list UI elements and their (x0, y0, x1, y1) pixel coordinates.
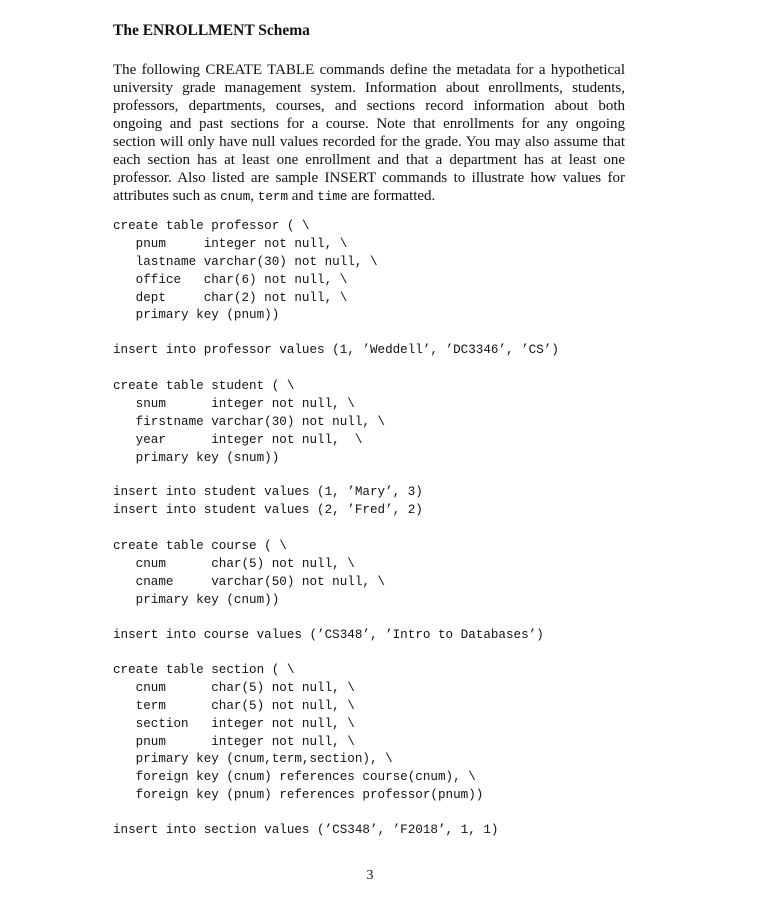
code-line: insert into course values (’CS348’, ’Intro to Databases’) (113, 628, 544, 642)
code-line: firstname varchar(30) not null, \ (113, 414, 386, 429)
page-title: The ENROLLMENT Schema (113, 22, 310, 39)
code-line: office char(6) not null, \ (113, 272, 348, 287)
code-line: create table section ( \ (113, 663, 295, 677)
code-line: lastname varchar(30) not null, \ (113, 254, 378, 269)
code-line: cnum char(5) not null, \ (113, 680, 355, 695)
code-line: dept char(2) not null, \ (113, 290, 348, 305)
code-line: insert into professor values (1, ’Weddell’, ’DC3346’, ’CS’) (113, 343, 559, 357)
course-insert-block (113, 627, 673, 645)
code-line: term char(5) not null, \ (113, 698, 355, 713)
code-line: section integer not null, \ (113, 716, 355, 731)
inline-code-term: term (257, 190, 289, 204)
page-number: 3 (366, 868, 374, 883)
code-line: create table student ( \ (113, 379, 295, 393)
section-insert-block (113, 822, 673, 840)
code-line: insert into section values (’CS348’, ’F2018’, 1, 1) (113, 823, 499, 837)
code-line: pnum integer not null, \ (113, 734, 355, 749)
code-line: snum integer not null, \ (113, 396, 355, 411)
student-create-table-block (113, 378, 673, 467)
code-line: insert into student values (2, ’Fred’, 2) (113, 502, 423, 517)
code-line: foreign key (pnum) references professor(pnum)) (113, 788, 484, 803)
code-line: foreign key (cnum) references course(cnum), \ (113, 770, 476, 785)
intro-text-2: are formatted. (347, 188, 436, 204)
intro-paragraph (113, 61, 625, 206)
code-line: primary key (snum)) (113, 450, 280, 465)
code-line: create table professor ( \ (113, 219, 310, 233)
inline-code-cnum: cnum (220, 190, 251, 204)
code-line: insert into student values (1, ’Mary’, 3) (113, 485, 423, 499)
code-line: create table course ( \ (113, 539, 287, 553)
code-line: primary key (cnum,term,section), \ (113, 752, 393, 767)
code-line: primary key (pnum)) (113, 308, 280, 323)
code-line: pnum integer not null, \ (113, 236, 348, 251)
code-line: primary key (cnum)) (113, 592, 280, 607)
code-line: cnum char(5) not null, \ (113, 556, 355, 571)
section-create-table-block (113, 662, 673, 805)
intro-text-1: The following CREATE TABLE commands define the metadata for a hypothetical university grade management system. Information about enrollments, students, professors, departments, courses, and sections record information about both ongoing and past sections for a course. Note that enrollments for any ongoing section will only have null values recorded for the grade. You may also assume that each section has at least one enrollment and that a department has at least one professor. Also listed are sample INSERT commands to illustrate how values for attributes such as (113, 62, 625, 204)
student-insert-block (113, 484, 673, 520)
intro-sep-1: , (250, 188, 258, 204)
code-line: year integer not null, \ (113, 432, 363, 447)
intro-sep-2: and (288, 188, 318, 204)
professor-create-table-block (113, 218, 673, 325)
professor-insert-block (113, 342, 673, 360)
inline-code-time: time (317, 190, 348, 204)
course-create-table-block (113, 538, 673, 610)
code-line: cname varchar(50) not null, \ (113, 574, 386, 589)
